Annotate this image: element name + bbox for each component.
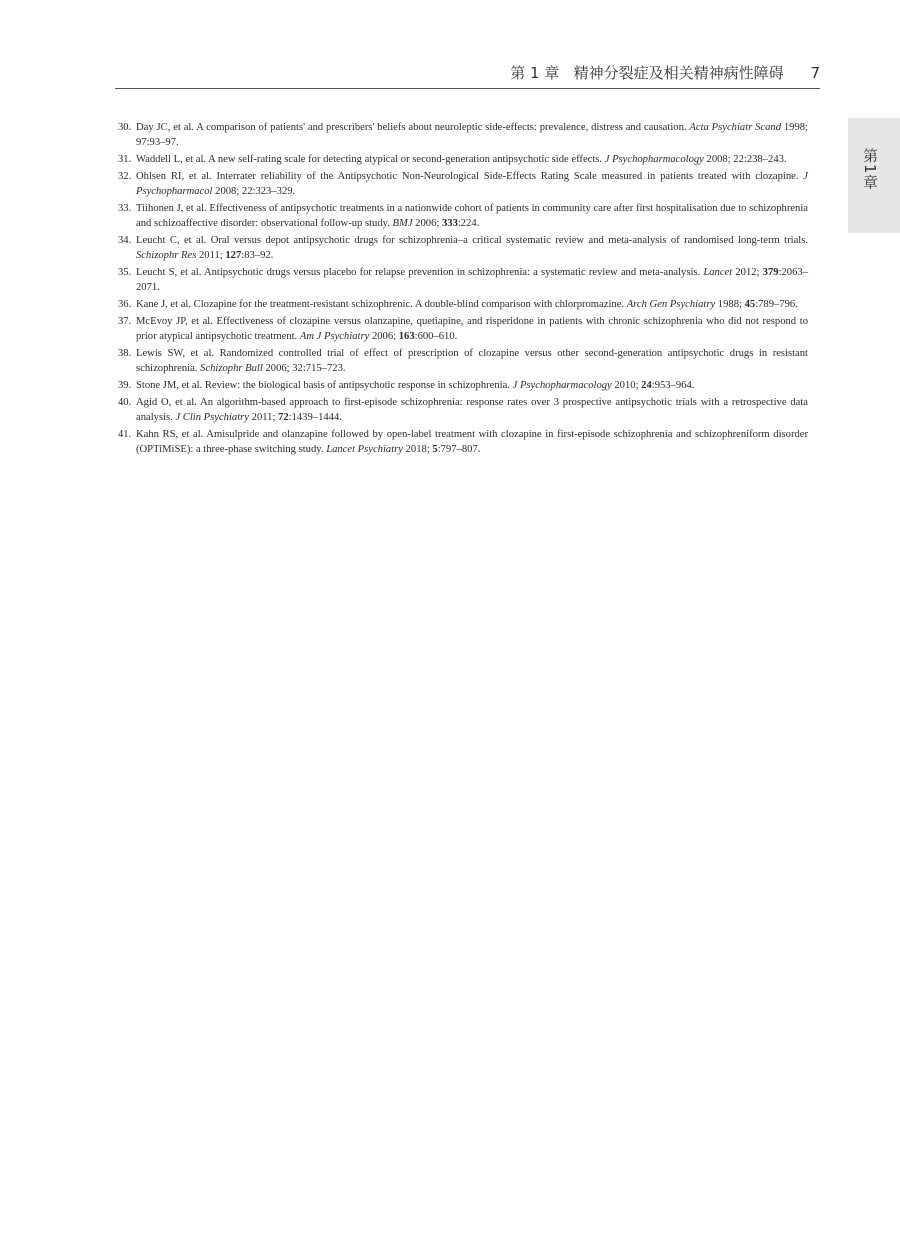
- reference-text: 2006; 32:715–723.: [262, 363, 346, 374]
- reference-item: [118, 265, 808, 295]
- reference-text: McEvoy JP, et al. Effectiveness of clozapine versus olanzapine, quetiapine, and risperidone in patients with chronic schizophrenia who did not respond to prior atypical antipsychotic treatment.: [136, 316, 808, 342]
- journal-name: Schizophr Bull: [200, 363, 263, 374]
- reference-text: :83–92.: [241, 250, 274, 261]
- reference-item: [118, 378, 808, 393]
- reference-text: 2006;: [412, 218, 442, 229]
- reference-item: [118, 346, 808, 376]
- journal-name: J Psychopharmacology: [604, 154, 704, 165]
- volume-number: 163: [398, 331, 415, 342]
- reference-text: Kane J, et al. Clozapine for the treatment-resistant schizophrenic. A double-blind comparison with chlorpromazine.: [136, 299, 627, 310]
- reference-text: :224.: [457, 218, 480, 229]
- reference-text: 2008; 22:238–243.: [703, 154, 787, 165]
- reference-item: [118, 169, 808, 199]
- reference-item: [118, 233, 808, 263]
- volume-number: 127: [225, 250, 242, 261]
- reference-item: [118, 395, 808, 425]
- reference-text: Waddell L, et al. A new self-rating scale for detecting atypical or second-generation antipsychotic side effects.: [136, 154, 605, 165]
- reference-text: Ohlsen RI, et al. Interrater reliability of the Antipsychotic Non-Neurological Side-Effects Rating Scale measured in patients treated with clozapine.: [136, 171, 804, 182]
- volume-number: 333: [441, 218, 458, 229]
- reference-item: [118, 120, 808, 150]
- reference-text: 2010;: [611, 380, 642, 391]
- reference-item: [118, 297, 808, 312]
- side-tab-label: 第1章: [861, 148, 879, 191]
- reference-text: Stone JM, et al. Review: the biological basis of antipsychotic response in schizophrenia.: [136, 380, 513, 391]
- volume-number: 72: [278, 412, 289, 423]
- chapter-label: 第 1 章: [510, 64, 560, 82]
- reference-item: [118, 152, 808, 167]
- journal-name: Am J Psychiatry: [299, 331, 370, 342]
- reference-text: Day JC, et al. A comparison of patients' and prescribers' beliefs about neuroleptic side-effects: prevalence, distress and causation.: [136, 122, 690, 133]
- journal-name: Acta Psychiatr Scand: [689, 122, 782, 133]
- reference-number: 34.: [118, 235, 132, 246]
- reference-list: [118, 120, 808, 459]
- journal-name: J Psychopharmacology: [512, 380, 612, 391]
- journal-name: J Clin Psychiatry: [175, 412, 249, 423]
- reference-text: 1988;: [715, 299, 745, 310]
- reference-text: Agid O, et al. An algorithm-based approach to first-episode schizophrenia: response rates over 3 prospective antipsychotic trials with a retrospective data analysis.: [136, 397, 808, 423]
- reference-text: Kahn RS, et al. Amisulpride and olanzapine followed by open-label treatment with clozapine in first-episode schizophrenia and schizophreniform disorder (OPTiMiSE): a three-phase switching study.: [136, 429, 808, 455]
- reference-number: 36.: [118, 299, 132, 310]
- reference-text: Tiihonen J, et al. Effectiveness of antipsychotic treatments in a nationwide cohort of patients in community care after first hospitalisation due to schizophrenia and schizoaffective disorder: observational follow-up study.: [136, 203, 808, 229]
- reference-text: 2008; 22:323–329.: [212, 186, 296, 197]
- journal-name: J Psychopharmacol: [136, 171, 808, 197]
- reference-number: 33.: [118, 203, 132, 214]
- reference-text: 2012;: [732, 267, 763, 278]
- reference-number: 35.: [118, 267, 132, 278]
- reference-item: [118, 201, 808, 231]
- journal-name: Schizophr Res: [136, 250, 197, 261]
- reference-item: [118, 427, 808, 457]
- reference-text: 1998;: [781, 122, 809, 133]
- reference-number: 37.: [118, 316, 132, 327]
- reference-text: 2011;: [249, 412, 279, 423]
- reference-text: Lewis SW, et al. Randomized controlled trial of effect of prescription of clozapine versus other second-generation antipsychotic drugs in resistant schizophrenia.: [136, 348, 808, 374]
- chapter-side-tab: [848, 118, 900, 233]
- reference-text: :2063–2071.: [136, 267, 808, 293]
- reference-text: :797–807.: [437, 444, 481, 455]
- reference-text: 2018;: [402, 444, 433, 455]
- reference-number: 40.: [118, 397, 132, 408]
- journal-name: Lancet: [703, 267, 733, 278]
- reference-number: 41.: [118, 429, 132, 440]
- reference-text: Leucht C, et al. Oral versus depot antipsychotic drugs for schizophrenia–a critical systematic review and meta-analysis of randomised long-term trials.: [136, 235, 808, 246]
- journal-name: Arch Gen Psychiatry: [626, 299, 716, 310]
- reference-text: :789–796.: [755, 299, 798, 310]
- volume-number: 45: [744, 299, 756, 310]
- reference-number: 30.: [118, 122, 132, 133]
- reference-text: :953–964.: [651, 380, 695, 391]
- chapter-title: 精神分裂症及相关精神病性障碍: [573, 64, 784, 82]
- reference-text: :1439–1444.: [288, 412, 342, 423]
- journal-name: BMJ: [392, 218, 413, 229]
- reference-text: Leucht S, et al. Antipsychotic drugs versus placebo for relapse prevention in schizophrenia: a systematic review and meta-analysis.: [136, 267, 704, 278]
- reference-item: [118, 314, 808, 344]
- reference-text: 97:93–97.: [136, 137, 179, 148]
- reference-text: 2011;: [196, 250, 226, 261]
- page-number: 7: [810, 64, 820, 82]
- reference-number: 38.: [118, 348, 132, 359]
- volume-number: 5: [432, 444, 438, 455]
- reference-number: 32.: [118, 171, 132, 182]
- header-title: [510, 62, 820, 83]
- reference-text: 2006;: [369, 331, 399, 342]
- running-header: [115, 60, 820, 89]
- journal-name: Lancet Psychiatry: [326, 444, 403, 455]
- volume-number: 24: [641, 380, 652, 391]
- reference-number: 39.: [118, 380, 132, 391]
- volume-number: 379: [762, 267, 779, 278]
- reference-number: 31.: [118, 154, 132, 165]
- reference-text: :600–610.: [414, 331, 458, 342]
